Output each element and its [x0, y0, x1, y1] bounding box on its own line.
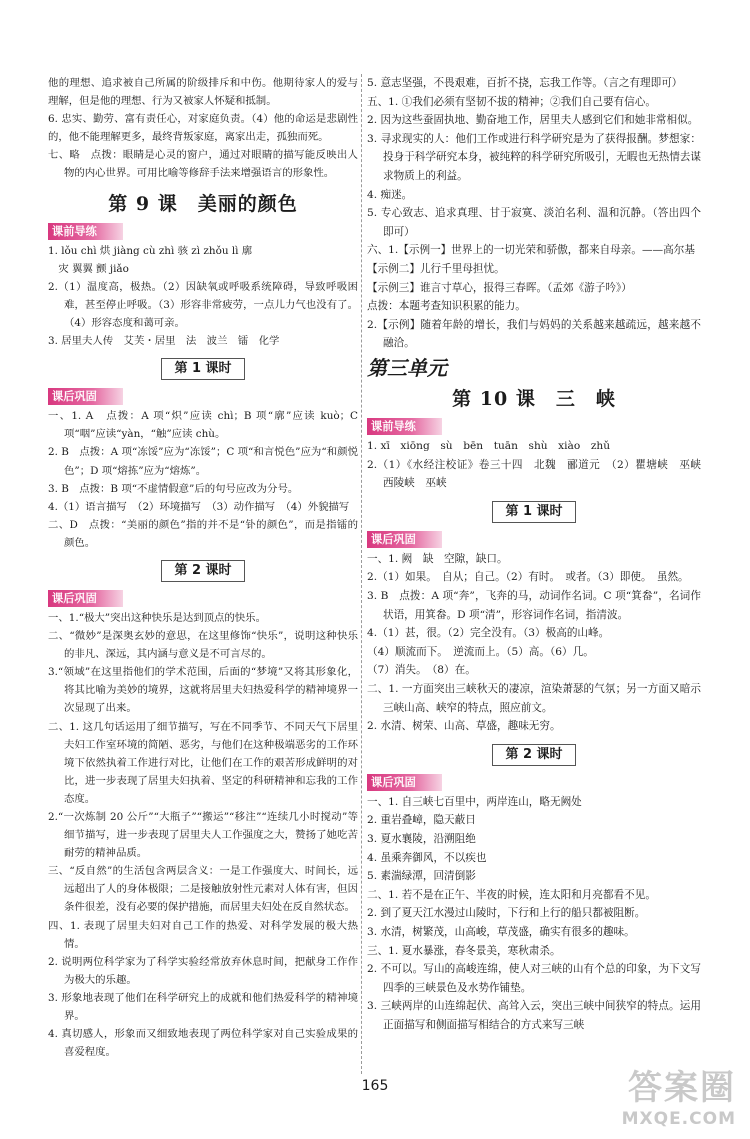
- text-line: 六、1.【示例一】世界上的一切光荣和骄傲，都来自母亲。——高尔基: [367, 244, 695, 257]
- text-line: 3.“领域”在这里指他们的学术范围，后面的“梦境”又将其形象化，将其比喻为美妙的境界，这就将居里夫妇热爱科学的精神境界一次显现了出来。: [48, 666, 358, 715]
- text-line: 三、1. 夏水暴涨，春冬景美，寒秋肃杀。: [367, 944, 561, 957]
- text-line: 4. 痴迷。: [367, 188, 413, 201]
- session-1-header: [48, 358, 358, 380]
- column-divider: [361, 74, 362, 1074]
- text-line: 一、1.“极大”突出这种快乐是达到顶点的快乐。: [48, 611, 266, 624]
- text-line: 二、1. 若不是在正午、半夜的时候，连太阳和月亮都看不见。: [367, 888, 656, 901]
- text-line: 二、“微妙”是深奥玄妙的意思，在这里修饰“快乐”，说明这种快乐的非凡、深远，其内涵与意义是不可言尽的。: [48, 630, 358, 661]
- text-line: 2.【示例】随着年龄的增长，我们与妈妈的关系越来越疏远，越来越不融洽。: [367, 318, 701, 350]
- text-line: 2.（1）温度高，极热。（2）因缺氧或呼吸系统障碍，导致呼吸困难，甚至停止呼吸。（3）形容非常疲劳，一点儿力气也没有了。（4）形容态度和蔼可亲。: [48, 280, 358, 330]
- text-line: 1. lǒu chì 烘 jiàng cù zhì 骇 zì zhǒu lì 廓: [48, 244, 253, 257]
- text-line: （4）顺流而下。 逆流而上。（5）高。（6）几。: [367, 645, 594, 658]
- text-line: 灾 翼翼 颤 jiǎo: [48, 262, 129, 275]
- text-line: 二、1. 一方面突出三峡秋天的凄凉，渲染萧瑟的气氛；另一方面又暗示三峡山高、峡窄的特点，照应前文。: [367, 683, 701, 714]
- text-line: 五、1. ①我们必须有坚韧不拔的精神；②我们自己要有信心。: [367, 95, 656, 108]
- left-top-block: [48, 74, 358, 183]
- lesson-9-title: 第 9 课 美丽的颜色: [108, 192, 298, 215]
- text-line: 3. B 点拨：B 项“不虚情假意”后的句号应改为分号。: [48, 482, 299, 495]
- lesson-10-title: 第 10 课 三 峡: [452, 387, 616, 410]
- watermark-logo-text: 答案圈: [628, 1068, 736, 1108]
- post-consolidation-tag: 课后巩固: [367, 531, 442, 548]
- session-1-label: 第 1 课时: [161, 358, 244, 380]
- text-line: 2.“一次炼制 20 公斤”“大瓶子”“搬运”“移注”“连续几小时搅动”等细节描写，进一步表现了居里夫人工作强度之大，赞扬了她吃苦耐劳的精神品质。: [48, 811, 358, 860]
- text-line: 二、D 点拨：“美丽的颜色”指的并不是“钋的颜色”，而是指镭的颜色。: [48, 518, 358, 549]
- text-line: 一、1. 阙 缺 空隙，缺口。: [367, 552, 508, 565]
- text-line: 2. 水清、树荣、山高、草盛，趣味无穷。: [367, 720, 561, 733]
- watermark: [622, 1060, 736, 1129]
- text-line: 七、略 点拨：眼睛是心灵的窗户，通过对眼睛的描写能反映出人物的内心世界。可用比喻等修辞手法来增强语言的形象性。: [48, 149, 358, 180]
- text-line: 2. 到了夏天江水漫过山陵时，下行和上行的船只都被阻断。: [367, 907, 646, 920]
- session-2-label: 第 2 课时: [492, 744, 575, 766]
- post-consolidation-tag: 课后巩固: [367, 774, 442, 791]
- session-1-label: 第 1 课时: [492, 501, 575, 523]
- text-line: 一、1. 自三峡七百里中，两岸连山，略无阙处: [367, 795, 582, 808]
- pre-practice-tag: 课前导练: [48, 223, 123, 240]
- text-line: 4. 虽乘奔御风，不以疾也: [367, 851, 487, 864]
- text-line: 2. 因为这些蚕固执地、勤奋地工作，居里夫人感到它们和她非常相似。: [367, 114, 699, 127]
- session-2-header: [48, 560, 358, 582]
- text-line: 他的理想、追求被自己所属的阶级排斥和中伤。他期待家人的爱与理解，但是他的理想、行为又被家人怀疑和抵制。: [48, 77, 358, 108]
- post-consolidation-tag: 课后巩固: [48, 388, 123, 405]
- text-line: 2. 不可以。写山的高峻连绵，使人对三峡的山有个总的印象，为下文写四季的三峡景色及水势作铺垫。: [367, 963, 701, 994]
- text-line: （7）消失。 （8）在。: [367, 664, 476, 677]
- text-line: 3. 三峡两岸的山连绵起伏、高耸入云，突出三峡中间狭窄的特点。运用正面描写和侧面描写相结合的方式来写三峡: [367, 1000, 701, 1031]
- text-line: 【示例三】谁言寸草心，报得三春晖。（孟郊《游子吟》）: [367, 281, 632, 294]
- text-line: 5. 意志坚强，不畏艰难，百折不挠，忘我工作等。（言之有理即可）: [367, 77, 683, 89]
- text-line: 2. 说明两位科学家为了科学实验经常放弃休息时间，把献身工作作为极大的乐趣。: [48, 955, 358, 986]
- text-line: 3. 寻求现实的人：他们工作或进行科学研究是为了获得报酬。梦想家：投身于科学研究本身，被纯粹的科学研究所吸引，无暇也无热情去谋求物质上的利益。: [367, 132, 701, 182]
- watermark-url: MXQE.COM: [621, 1109, 736, 1129]
- left-column: [48, 74, 358, 1061]
- text-line: 三、“反自然”的生活包含两层含义：一是工作强度大、时间长，远远超出了人的身体极限；二是接触放射性元素对人体有害，但因条件很差，没有必要的保护措施，而居里夫妇处在反自然状态。: [48, 865, 358, 914]
- unit-3-title: 第三单元: [367, 355, 447, 380]
- text-line: 3. B 点拨：A 项“奔”，飞奔的马，动词作名词。C 项“箕畚”，名词作状语，用箕畚。D 项“清”，形容词作名词，指清波。: [367, 590, 701, 621]
- text-line: 一、1. A 点拨：A 项“炽”应读 chì；B 项“廓”应读 kuò；C 项“咽”应读“yàn，“触”应读 chù。: [48, 410, 358, 441]
- pre-practice-tag: 课前导练: [367, 418, 442, 435]
- right-column: [367, 74, 712, 1035]
- text-line: 3. 水清，树繁茂，山高峻，草茂盛，确实有很多的趣味。: [367, 925, 635, 938]
- text-line: 5. 专心致志、追求真理、甘于寂寞、淡泊名利、温和沉静。（答出四个即可）: [367, 207, 701, 238]
- text-line: 4.（1）甚，很。（2）完全没有。（3）极高的山峰。: [367, 627, 610, 640]
- text-line: 3. 形象地表现了他们在科学研究上的成就和他们热爱科学的精神境界。: [48, 991, 358, 1023]
- session-1-header: [367, 501, 701, 523]
- text-line: 4.（1）语言描写 （2）环境描写 （3）动作描写 （4）外貌描写: [48, 500, 350, 513]
- text-line: 3. 夏水襄陵，沿溯阻绝: [367, 833, 476, 845]
- text-line: 2.（1）《水经注校证》卷三十四 北魏 郦道元 （2）瞿塘峡 巫峡 西陵峡 巫峡: [367, 458, 712, 490]
- session-2-label: 第 2 课时: [161, 560, 244, 582]
- text-line: 5. 素湍绿潭，回清倒影: [367, 870, 476, 883]
- text-line: 四、1. 表现了居里夫妇对自己工作的热爱、对科学发展的极大热情。: [48, 919, 358, 950]
- text-line: 3. 居里夫人传 艾芙・居里 法 波兰 镭 化学: [48, 335, 280, 348]
- text-line: 二、1. 这几句话运用了细节描写，写在不同季节、不同天气下居里夫妇工作室环境的简陋、恶劣，与他们在这种极端恶劣的工作环境下依然执着工作进行对比，让他们在工作的艰苦形成鲜明的对比，进一步表现了居里夫妇执着、坚定的科研精神和忘我的工作态度。: [48, 720, 358, 805]
- text-line: 2.（1）如果。 自从；自己。（2）有时。 或者。（3）即使。 虽然。: [367, 571, 689, 584]
- text-line: 2. 重岩叠嶂，隐天蔽日: [367, 814, 476, 827]
- text-line: 点拨：本题考查知识积累的能力。: [367, 300, 526, 313]
- text-line: 2. B 点拨：A 项“冻馁”应为“冻馁”；C 项“和言悦色”应为“和颜悦色”；D 项“熔拣”应为“熔炼”。: [48, 446, 358, 477]
- text-line: 【示例二】儿行千里母担忧。: [367, 262, 505, 275]
- text-line: 1. xī xiōng sù bēn tuān shù xiào zhǔ: [367, 440, 611, 453]
- post-consolidation-tag: 课后巩固: [48, 590, 123, 607]
- session-2-header: [367, 744, 701, 766]
- page-number: 165: [361, 1078, 389, 1094]
- text-line: 6. 忠实、勤劳、富有责任心，对家庭负责。（4）他的命运是悲剧性的，他不能理解更多，最终背叛家庭，离家出走，孤独而死。: [48, 113, 358, 144]
- text-line: 4. 真切感人，形象而又细致地表现了两位科学家对自己实验成果的喜爱程度。: [48, 1028, 358, 1059]
